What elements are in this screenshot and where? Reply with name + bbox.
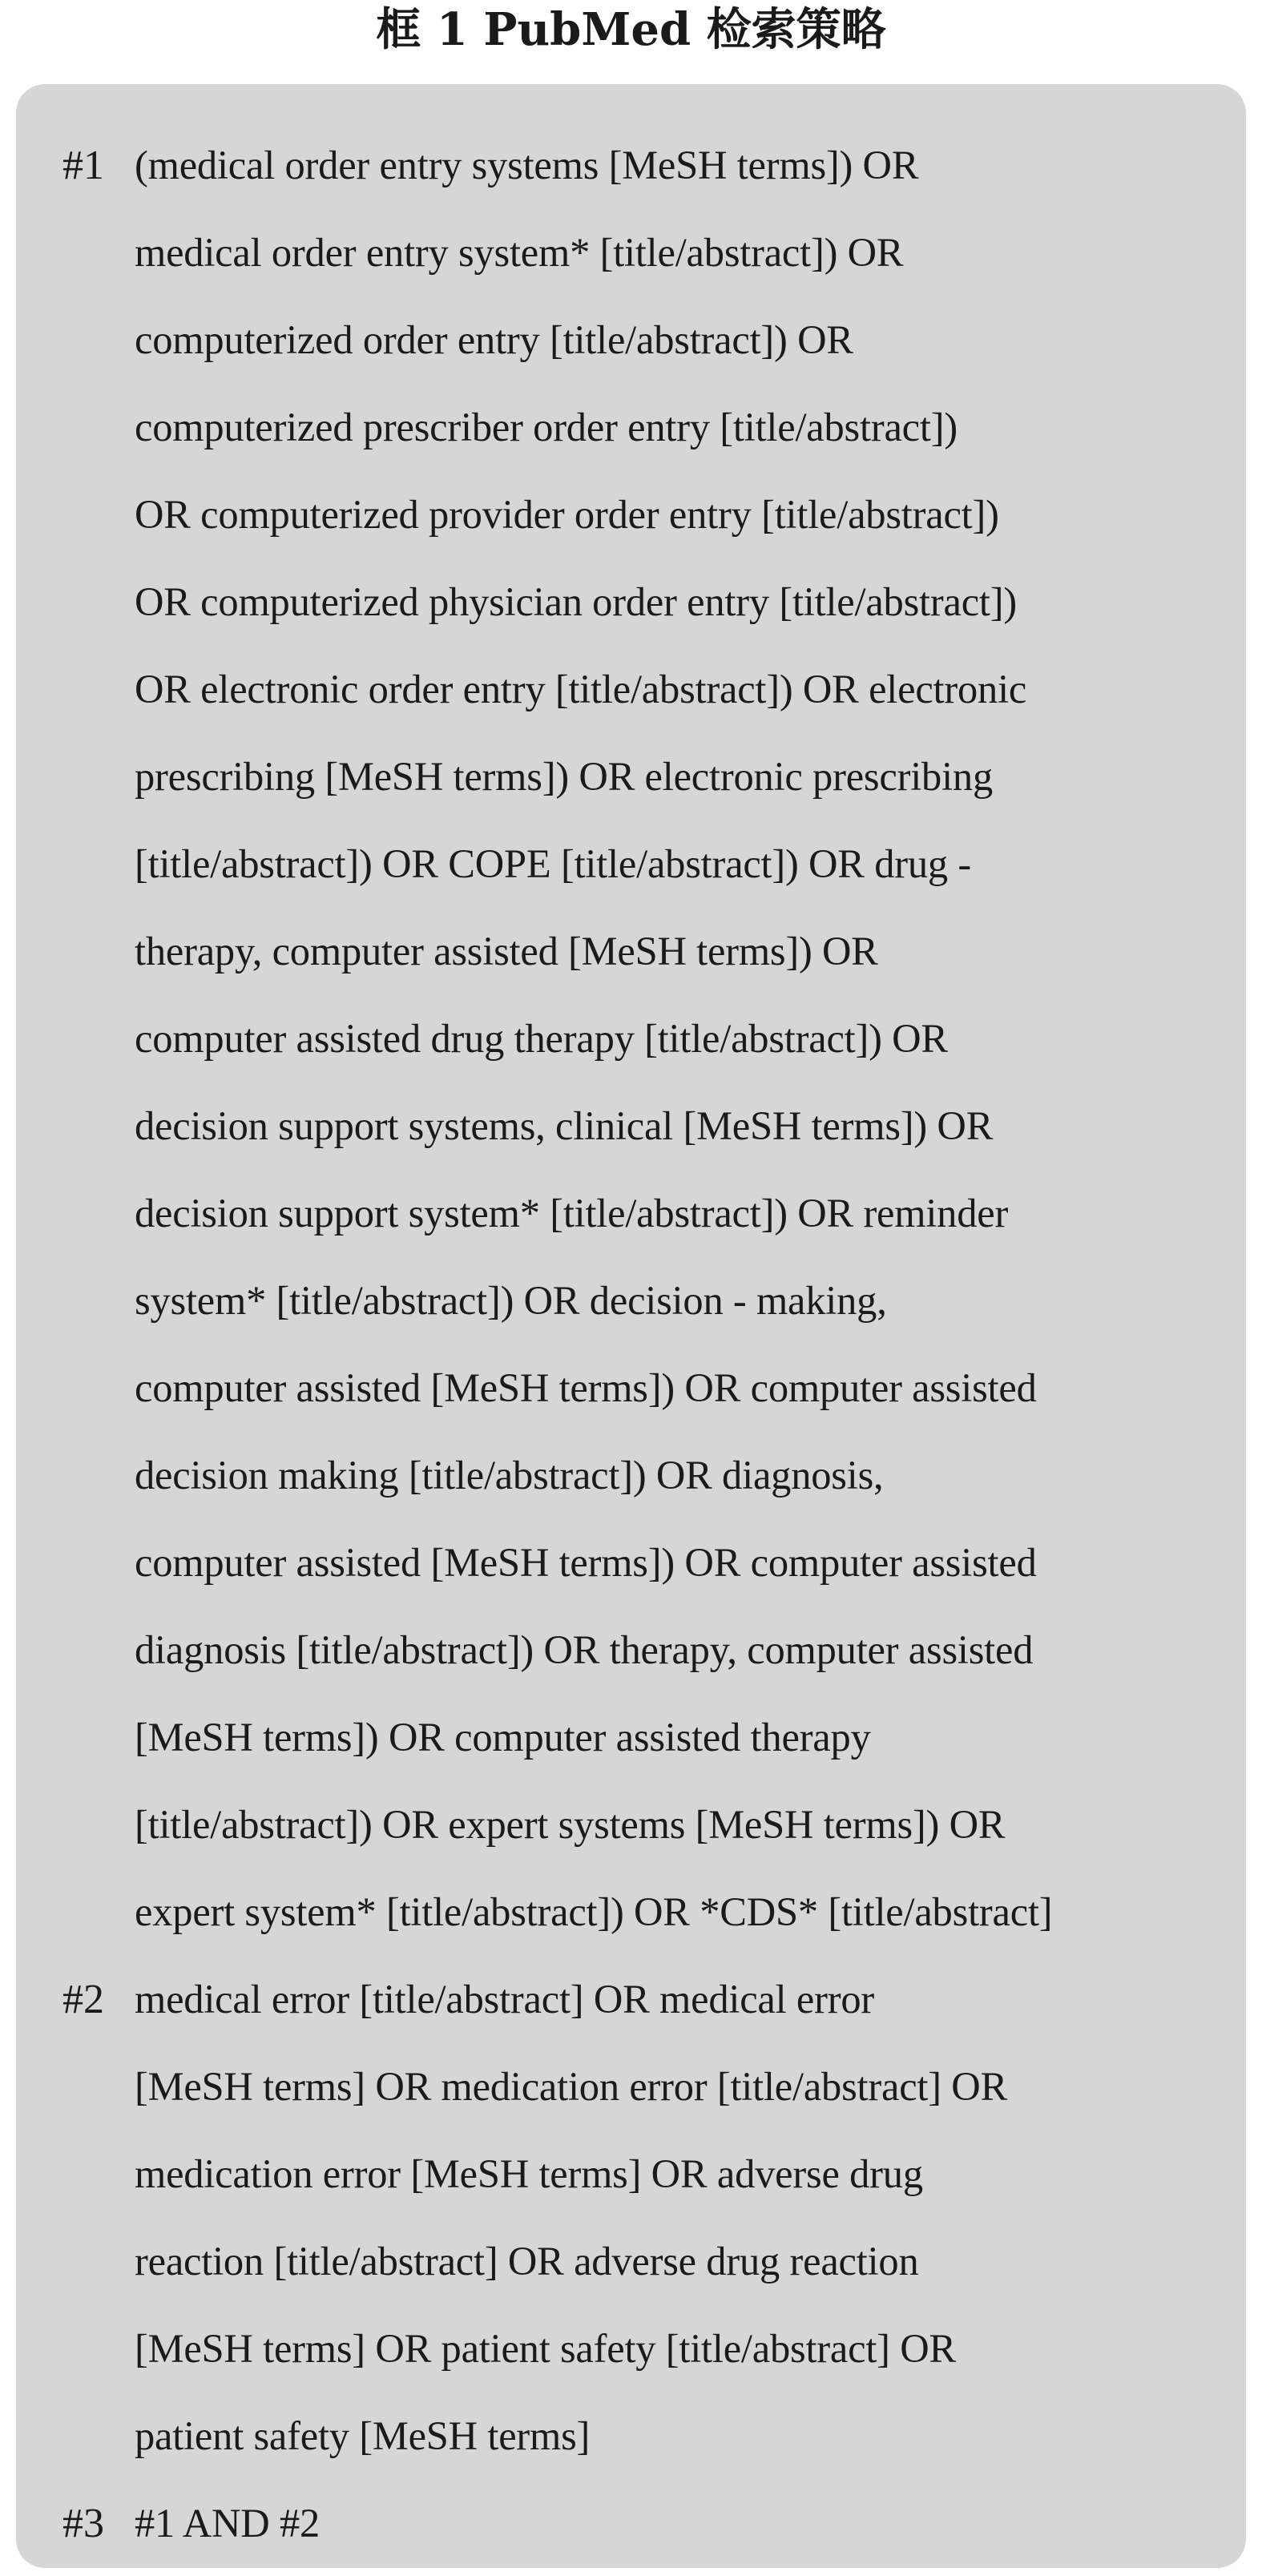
query-line: decision support system* [title/abstract]) OR reminder (135, 1191, 1009, 1236)
query-line: OR electronic order entry [title/abstract]) OR electronic (135, 667, 1027, 712)
query-line: medical error [title/abstract] OR medical error (135, 1977, 875, 2022)
query-line: medication error [MeSH terms] OR adverse drug (135, 2151, 923, 2196)
query-line: decision making [title/abstract]) OR diagnosis, (135, 1453, 884, 1498)
query-line: prescribing [MeSH terms]) OR electronic prescribing (135, 754, 994, 799)
query-line: #1 AND #2 (135, 2501, 321, 2546)
query-line: medical order entry system* [title/abstract]) OR (135, 230, 904, 275)
search-entry (16, 122, 1246, 1956)
query-line: expert system* [title/abstract]) OR *CDS* [title/abstract] (135, 1889, 1053, 1934)
query-line: reaction [title/abstract] OR adverse drug reaction (135, 2239, 919, 2284)
query-line: computer assisted drug therapy [title/abstract]) OR (135, 1016, 948, 1061)
query-line: system* [title/abstract]) OR decision ‐ making, (135, 1278, 887, 1323)
query-line: patient safety [MeSH terms] (135, 2413, 591, 2458)
entry-number: #1 (62, 143, 104, 188)
query-line: (medical order entry systems [MeSH terms]) OR (135, 143, 919, 187)
query-line: diagnosis [title/abstract]) OR therapy, computer assisted (135, 1627, 1034, 1672)
entry-query-text (135, 1956, 1246, 2480)
query-line: therapy, computer assisted [MeSH terms]) OR (135, 929, 878, 974)
entry-query-text (135, 2480, 1246, 2567)
query-line: [MeSH terms] OR medication error [title/abstract] OR (135, 2064, 1008, 2109)
entry-number: #3 (62, 2501, 104, 2546)
query-line: computer assisted [MeSH terms]) OR computer assisted (135, 1365, 1037, 1410)
query-line: OR computerized physician order entry [title/abstract]) (135, 579, 1017, 624)
search-entry (16, 2480, 1246, 2567)
query-line: [title/abstract]) OR COPE [title/abstract]) OR drug ‐ (135, 841, 972, 886)
query-line: computer assisted [MeSH terms]) OR computer assisted (135, 1540, 1037, 1585)
query-line: [title/abstract]) OR expert systems [MeSH terms]) OR (135, 1802, 1006, 1847)
entry-query-text (135, 122, 1246, 1956)
search-strategy-box (16, 84, 1246, 2568)
query-line: OR computerized provider order entry [title/abstract]) (135, 492, 999, 537)
query-line: computerized order entry [title/abstract]) OR (135, 317, 853, 362)
search-entries (16, 122, 1246, 2567)
query-line: [MeSH terms]) OR computer assisted therapy (135, 1715, 871, 1760)
entry-number: #2 (62, 1977, 104, 2022)
box-title: 框 1 PubMed 检索策略 (376, 3, 886, 56)
search-entry (16, 1956, 1246, 2480)
query-line: [MeSH terms] OR patient safety [title/abstract] OR (135, 2326, 956, 2371)
query-line: decision support systems, clinical [MeSH terms]) OR (135, 1103, 994, 1148)
query-line: computerized prescriber order entry [title/abstract]) (135, 405, 958, 449)
